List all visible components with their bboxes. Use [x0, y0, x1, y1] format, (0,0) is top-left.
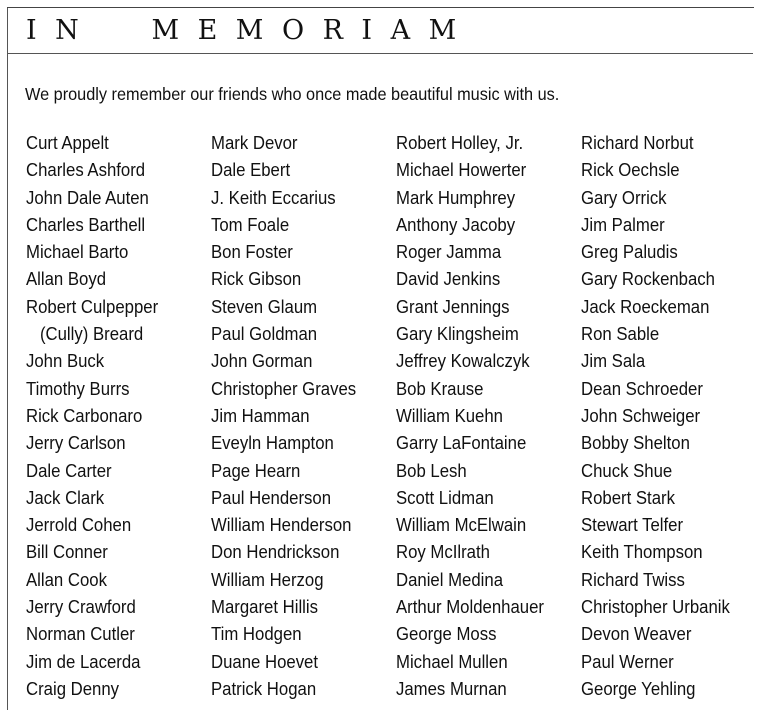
name-item: William Henderson: [211, 515, 352, 536]
name-item: William Kuehn: [396, 405, 503, 426]
name-item: George Yehling: [581, 678, 696, 699]
name-item: Margaret Hillis: [211, 597, 318, 618]
name-item: Rick Oechsle: [581, 160, 680, 181]
name-item: Robert Holley, Jr.: [396, 133, 524, 153]
name-item: Gary Klingsheim: [396, 324, 519, 345]
name-item: Bill Conner: [26, 542, 108, 563]
names-column-1: [26, 130, 168, 703]
name-item: Mark Humphrey: [396, 187, 516, 208]
name-item: Arthur Moldenhauer: [396, 597, 544, 618]
name-item: Charles Barthell: [26, 214, 146, 235]
name-item: Dean Schroeder: [581, 378, 703, 399]
name-item: Page Hearn: [211, 460, 301, 481]
name-item: Jeffrey Kowalczyk: [396, 351, 530, 372]
name-item: Roy McIlrath: [396, 542, 490, 563]
name-item: Charles Ashford: [26, 160, 146, 181]
name-item: Jerry Carlson: [26, 433, 126, 454]
name-item: Paul Goldman: [211, 324, 318, 345]
name-item: David Jenkins: [396, 269, 501, 290]
name-item: William Herzog: [211, 569, 324, 590]
name-item: Rick Carbonaro: [26, 405, 143, 426]
name-item: Anthony Jacoby: [396, 214, 516, 235]
name-item: Craig Denny: [26, 678, 120, 699]
name-item: Daniel Medina: [396, 569, 504, 590]
name-item: John Gorman: [211, 351, 313, 372]
name-item: Roger Jamma: [396, 242, 502, 263]
name-item: Bobby Shelton: [581, 433, 690, 454]
name-item: Tom Foale: [211, 214, 290, 235]
name-item: Gary Orrick: [581, 187, 667, 208]
name-item: Jim Sala: [581, 351, 646, 372]
name-item: Richard Norbut: [581, 133, 694, 153]
name-item: Gary Rockenbach: [581, 269, 715, 290]
name-item: John Buck: [26, 351, 105, 372]
name-item: J. Keith Eccarius: [211, 187, 336, 208]
name-item: Robert Culpepper: [26, 296, 159, 317]
names-column-3: [396, 130, 555, 703]
name-item: Michael Mullen: [396, 651, 508, 672]
name-item: Scott Lidman: [396, 487, 494, 508]
name-item: Greg Paludis: [581, 242, 678, 263]
name-item: Mark Devor: [211, 133, 298, 153]
name-item: Dale Carter: [26, 460, 112, 481]
name-item: Christopher Urbanik: [581, 597, 730, 618]
name-item: Garry LaFontaine: [396, 433, 527, 454]
name-item: Curt Appelt: [26, 133, 109, 153]
name-item: Bob Krause: [396, 378, 484, 399]
name-item: Stewart Telfer: [581, 515, 684, 536]
name-item: Michael Howerter: [396, 160, 527, 181]
name-item: Jerry Crawford: [26, 597, 136, 618]
intro-text: We proudly remember our friends who once made beautiful music with us.: [25, 84, 560, 104]
name-item: Michael Barto: [26, 242, 129, 263]
name-item: Richard Twiss: [581, 569, 685, 590]
name-item: Rick Gibson: [211, 269, 302, 290]
name-item: Christopher Graves: [211, 378, 357, 399]
name-item: Jack Roeckeman: [581, 296, 710, 317]
top-rule: [7, 7, 754, 8]
name-item: John Schweiger: [581, 405, 701, 426]
name-item: Jim de Lacerda: [26, 651, 141, 672]
name-item: Norman Cutler: [26, 624, 135, 645]
name-item: George Moss: [396, 624, 497, 645]
name-item: Steven Glaum: [211, 296, 318, 317]
name-item: Patrick Hogan: [211, 678, 317, 699]
name-item: Timothy Burrs: [26, 378, 130, 399]
names-column-2: [211, 130, 367, 703]
name-item: Dale Ebert: [211, 160, 291, 181]
name-item: Jerrold Cohen: [26, 515, 132, 536]
name-item: Keith Thompson: [581, 542, 703, 563]
name-item: Allan Boyd: [26, 269, 107, 290]
name-item: Jim Hamman: [211, 405, 310, 426]
name-item: Ron Sable: [581, 324, 660, 345]
name-item: Bob Lesh: [396, 460, 467, 481]
name-item: Eveyln Hampton: [211, 433, 334, 454]
name-item: Jim Palmer: [581, 214, 665, 235]
page-title: IN MEMORIAM: [26, 15, 475, 46]
name-item: James Murnan: [396, 678, 507, 699]
name-item: Duane Hoevet: [211, 651, 319, 672]
name-item-continuation: (Cully) Breard: [39, 324, 144, 345]
title-divider: [7, 53, 753, 54]
name-item: Tim Hodgen: [211, 624, 302, 645]
name-item: Chuck Shue: [581, 460, 673, 481]
name-item: Devon Weaver: [581, 624, 692, 645]
name-item: William McElwain: [396, 515, 527, 536]
name-item: Don Hendrickson: [211, 542, 340, 563]
name-item: Paul Werner: [581, 651, 674, 672]
frame-left-border: [7, 7, 8, 710]
name-item: Robert Stark: [581, 487, 675, 508]
names-column-4: [581, 130, 741, 703]
name-item: Grant Jennings: [396, 296, 510, 317]
name-item: Bon Foster: [211, 242, 293, 263]
name-item: John Dale Auten: [26, 187, 149, 208]
name-item: Paul Henderson: [211, 487, 332, 508]
name-item: Allan Cook: [26, 569, 107, 590]
name-item: Jack Clark: [26, 487, 105, 508]
